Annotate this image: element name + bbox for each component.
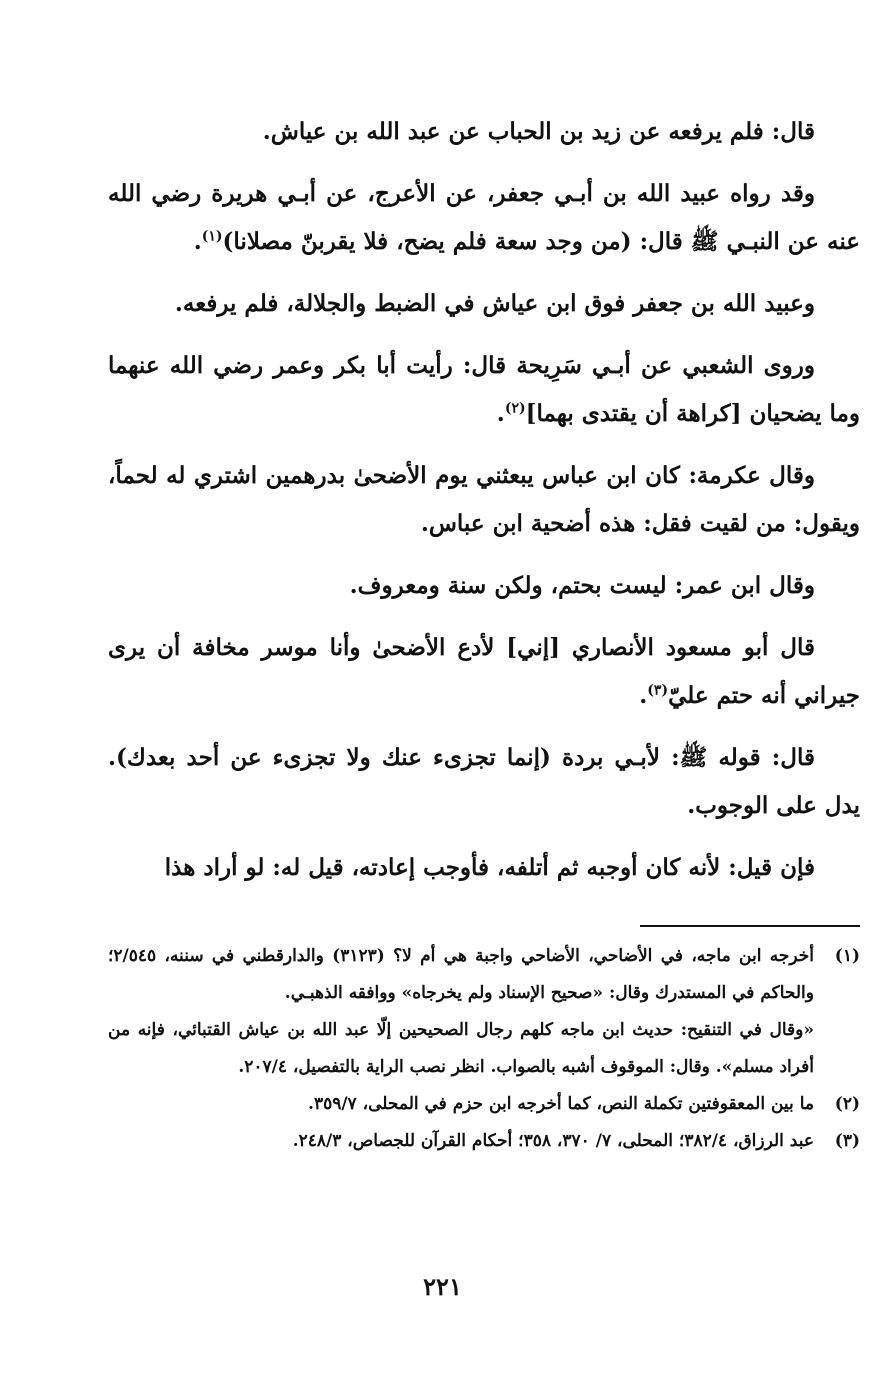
footnote-number: (٣) [834, 1131, 860, 1151]
footnote-number: (١) [834, 946, 860, 966]
paragraph-text: فإن قيل: لأنه كان أوجبه ثم أتلفه، فأوجب إعادته، قيل له: لو أراد هذا [164, 854, 815, 881]
footnote-1 [108, 938, 860, 1086]
footnote-ref[interactable]: (٣) [647, 682, 669, 699]
paragraph-text: قال: قوله ﷺ: لأبـي بردة (إنما تجزىء عنك ولا تجزىء عن أحد بعدك). يدل على الوجوب. [108, 744, 860, 819]
footnote-number: (٢) [834, 1094, 860, 1114]
terminal-punct: . [639, 682, 648, 709]
paragraph-8 [108, 734, 860, 830]
paragraph-9 [108, 844, 860, 892]
footnote-divider [640, 925, 860, 927]
paragraph-text: وروى الشعبي عن أبـي سَرِيحة قال: رأيت أبا بكر وعمر رضي الله عنهما وما يضحيان [كراهة أن يقتدى بهما] [108, 352, 860, 427]
paragraph-text: وقال ابن عمر: ليست بحتم، ولكن سنة ومعروف. [349, 572, 815, 599]
footnote-ref[interactable]: (١) [201, 228, 223, 245]
paragraph-2 [108, 170, 860, 266]
main-text [108, 108, 860, 906]
footnotes [108, 938, 860, 1160]
paragraph-1 [108, 108, 860, 156]
paragraph-7 [108, 624, 860, 720]
paragraph-text: وقد رواه عبيد الله بن أبـي جعفر، عن الأعرج، عن أبـي هريرة رضي الله عنه عن النبـي ﷺ قال: (من وجد سعة فلم يضح، فلا يقربنّ مصلانا) [108, 180, 860, 255]
page-number: ٢٢١ [423, 1272, 462, 1301]
paragraph-text: قال أبو مسعود الأنصاري [إني] لأدع الأضحىٰ وأنا موسر مخافة أن يرى جيراني أنه حتم عليّ [108, 634, 860, 709]
footnote-line: ما بين المعقوفتين تكملة النص، كما أخرجه ابن حزم في المحلى، ٣٥٩/٧. [308, 1094, 814, 1114]
paragraph-6 [108, 562, 860, 610]
paragraph-text: قال: فلم يرفعه عن زيد بن الحباب عن عبد الله بن عياش. [262, 118, 815, 145]
footnote-ref[interactable]: (٢) [504, 400, 526, 417]
footnote-body [108, 1086, 814, 1123]
footnote-line: «وقال في التنقيح: حديث ابن ماجه كلهم رجال الصحيحين إلّا عبد الله بن عياش القتبائي، فإنه من أفراد مسلم». وقال: الموقوف أشبه بالصواب. انظر نصب الراية بالتفصيل، ٢٠٧/٤. [108, 1020, 814, 1077]
paragraph-3 [108, 280, 860, 328]
paragraph-4 [108, 342, 860, 438]
footnote-2 [108, 1086, 860, 1123]
paragraph-5 [108, 452, 860, 548]
footnote-line: عبد الرزاق، ٣٨٢/٤؛ المحلى، ٧/ ٣٧٠، ٣٥٨؛ أحكام القرآن للجصاص، ٢٤٨/٣. [292, 1131, 814, 1151]
terminal-punct: . [193, 228, 202, 255]
paragraph-text: وقال عكرمة: كان ابن عباس يبعثني يوم الأضحىٰ بدرهمين اشتري له لحماً، ويقول: من لقيت فقل: هذه أضحية ابن عباس. [108, 462, 860, 537]
footnote-line: أخرجه ابن ماجه، في الأضاحي، الأضاحي واجبة هي أم لا؟ (٣١٢٣) والدارقطني في سننه، ٢/٥٤٥؛ والحاكم في المستدرك وقال: «صحيح الإسناد ولم يخرجاه» ووافقه الذهبـي. [108, 946, 814, 1003]
terminal-punct: . [496, 400, 505, 427]
footnote-body [108, 938, 814, 1086]
footnote-body [108, 1123, 814, 1160]
paragraph-text: وعبيد الله بن جعفر فوق ابن عياش في الضبط والجلالة، فلم يرفعه. [174, 290, 815, 317]
footnote-3 [108, 1123, 860, 1160]
